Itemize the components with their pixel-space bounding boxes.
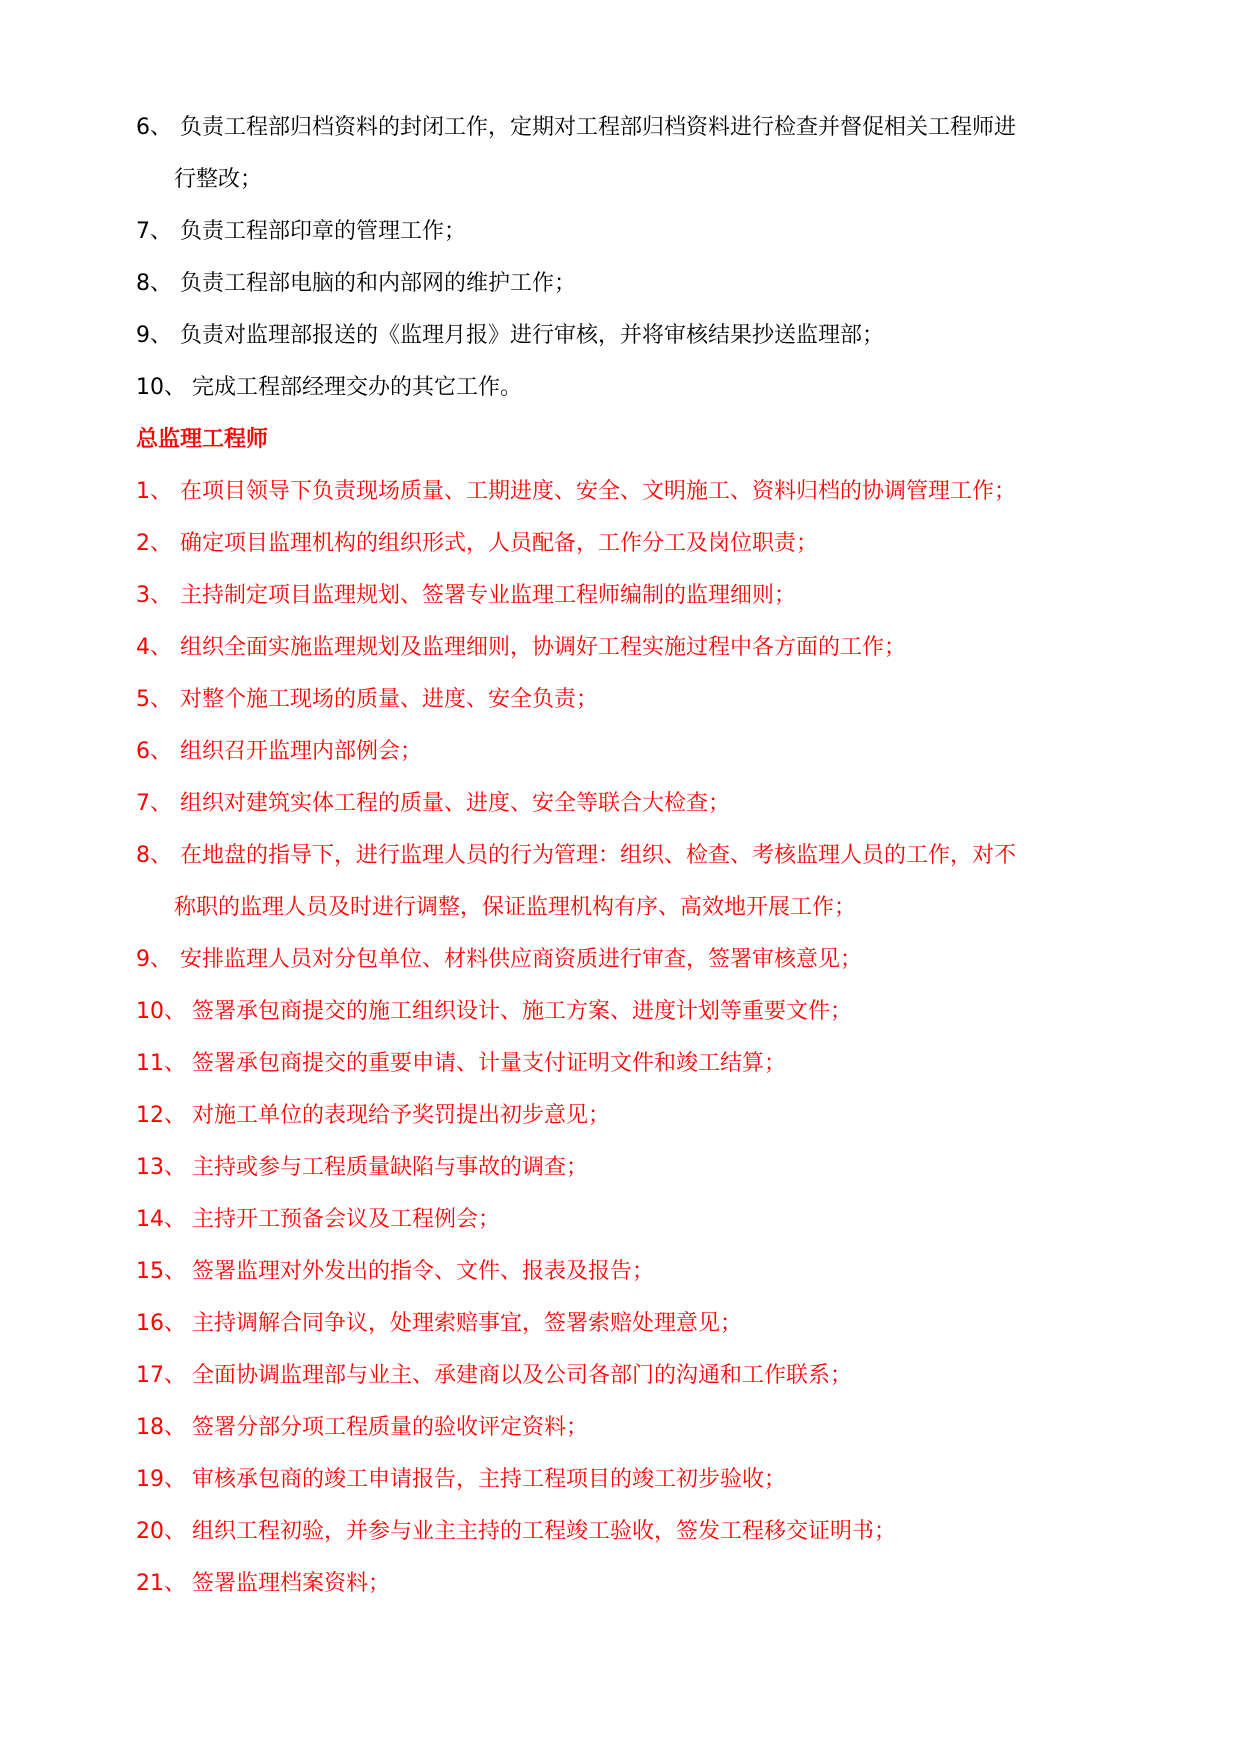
item-text: 组织对建筑实体工程的质量、进度、安全等联合大检查； bbox=[180, 791, 731, 816]
item-number: 13、 bbox=[136, 1155, 186, 1180]
item-text: 完成工程部经理交办的其它工作。 bbox=[192, 375, 523, 400]
list-item bbox=[136, 1506, 1136, 1558]
item-text: 负责对监理部报送的《监理月报》进行审核，并将审核结果抄送监理部； bbox=[180, 323, 885, 348]
item-number: 9、 bbox=[136, 947, 172, 972]
list-item bbox=[136, 622, 1136, 674]
item-number: 8、 bbox=[136, 843, 172, 868]
list-item bbox=[136, 258, 1136, 310]
list-item bbox=[136, 1558, 1136, 1610]
item-continuation: 称职的监理人员及时进行调整，保证监理机构有序、高效地开展工作； bbox=[174, 895, 857, 920]
item-text: 全面协调监理部与业主、承建商以及公司各部门的沟通和工作联系； bbox=[192, 1363, 853, 1388]
item-text: 负责工程部电脑的和内部网的维护工作； bbox=[180, 271, 577, 296]
item-number: 5、 bbox=[136, 687, 172, 712]
item-text: 主持调解合同争议，处理索赔事宜，签署索赔处理意见； bbox=[192, 1311, 743, 1336]
item-text: 主持制定项目监理规划、签署专业监理工程师编制的监理细则； bbox=[180, 583, 797, 608]
item-number: 4、 bbox=[136, 635, 172, 660]
list-item bbox=[136, 1298, 1136, 1350]
item-number: 16、 bbox=[136, 1311, 186, 1336]
item-text: 签署监理档案资料； bbox=[192, 1571, 391, 1596]
item-number: 7、 bbox=[136, 791, 172, 816]
list-item bbox=[136, 830, 1136, 882]
item-text: 组织全面实施监理规划及监理细则，协调好工程实施过程中各方面的工作； bbox=[180, 635, 907, 660]
document-content bbox=[136, 102, 1136, 1610]
item-text: 组织召开监理内部例会； bbox=[180, 739, 423, 764]
item-number: 17、 bbox=[136, 1363, 186, 1388]
item-text: 对施工单位的表现给予奖罚提出初步意见； bbox=[192, 1103, 611, 1128]
list-item bbox=[136, 1038, 1136, 1090]
item-number: 18、 bbox=[136, 1415, 186, 1440]
item-number: 15、 bbox=[136, 1259, 186, 1284]
item-text: 主持开工预备会议及工程例会； bbox=[192, 1207, 501, 1232]
item-text: 负责工程部印章的管理工作； bbox=[180, 219, 467, 244]
list-item bbox=[136, 726, 1136, 778]
list-item bbox=[136, 1194, 1136, 1246]
list-item bbox=[136, 986, 1136, 1038]
list-item bbox=[136, 1142, 1136, 1194]
list-item bbox=[136, 674, 1136, 726]
item-number: 7、 bbox=[136, 219, 172, 244]
item-text: 安排监理人员对分包单位、材料供应商资质进行审查，签署审核意见； bbox=[180, 947, 863, 972]
list-item bbox=[136, 1246, 1136, 1298]
list-item bbox=[136, 778, 1136, 830]
item-number: 6、 bbox=[136, 115, 172, 140]
item-text: 对整个施工现场的质量、进度、安全负责； bbox=[180, 687, 599, 712]
item-text: 在地盘的指导下，进行监理人员的行为管理：组织、检查、考核监理人员的工作，对不 bbox=[180, 843, 1017, 868]
item-text: 主持或参与工程质量缺陷与事故的调查； bbox=[192, 1155, 589, 1180]
list-item bbox=[136, 310, 1136, 362]
item-number: 10、 bbox=[136, 999, 186, 1024]
item-number: 19、 bbox=[136, 1467, 186, 1492]
item-number: 6、 bbox=[136, 739, 172, 764]
item-number: 10、 bbox=[136, 375, 186, 400]
item-number: 3、 bbox=[136, 583, 172, 608]
list-item bbox=[136, 1402, 1136, 1454]
item-text: 负责工程部归档资料的封闭工作，定期对工程部归档资料进行检查并督促相关工程师进 bbox=[180, 115, 1017, 140]
item-number: 1、 bbox=[136, 479, 172, 504]
list-item bbox=[136, 1090, 1136, 1142]
item-number: 9、 bbox=[136, 323, 172, 348]
item-text: 确定项目监理机构的组织形式，人员配备，工作分工及岗位职责； bbox=[180, 531, 819, 556]
item-number: 8、 bbox=[136, 271, 172, 296]
list-item bbox=[136, 518, 1136, 570]
item-text: 签署分部分项工程质量的验收评定资料； bbox=[192, 1415, 589, 1440]
item-text: 组织工程初验，并参与业主主持的工程竣工验收，签发工程移交证明书； bbox=[192, 1519, 897, 1544]
item-number: 21、 bbox=[136, 1571, 186, 1596]
item-text: 审核承包商的竣工申请报告，主持工程项目的竣工初步验收； bbox=[192, 1467, 787, 1492]
section-heading: 总监理工程师 bbox=[136, 427, 269, 452]
item-text: 签署承包商提交的施工组织设计、施工方案、进度计划等重要文件； bbox=[192, 999, 853, 1024]
item-text: 在项目领导下负责现场质量、工期进度、安全、文明施工、资料归档的协调管理工作； bbox=[180, 479, 1017, 504]
list-item bbox=[136, 466, 1136, 518]
list-item bbox=[136, 1454, 1136, 1506]
item-text: 签署承包商提交的重要申请、计量支付证明文件和竣工结算； bbox=[192, 1051, 787, 1076]
list-item bbox=[136, 934, 1136, 986]
list-item bbox=[136, 570, 1136, 622]
item-continuation: 行整改； bbox=[174, 167, 263, 192]
list-item bbox=[136, 362, 1136, 414]
item-number: 20、 bbox=[136, 1519, 186, 1544]
item-number: 2、 bbox=[136, 531, 172, 556]
list-item bbox=[136, 102, 1136, 154]
item-text: 签署监理对外发出的指令、文件、报表及报告； bbox=[192, 1259, 655, 1284]
item-number: 12、 bbox=[136, 1103, 186, 1128]
list-item bbox=[136, 1350, 1136, 1402]
item-number: 11、 bbox=[136, 1051, 186, 1076]
list-item bbox=[136, 206, 1136, 258]
item-number: 14、 bbox=[136, 1207, 186, 1232]
